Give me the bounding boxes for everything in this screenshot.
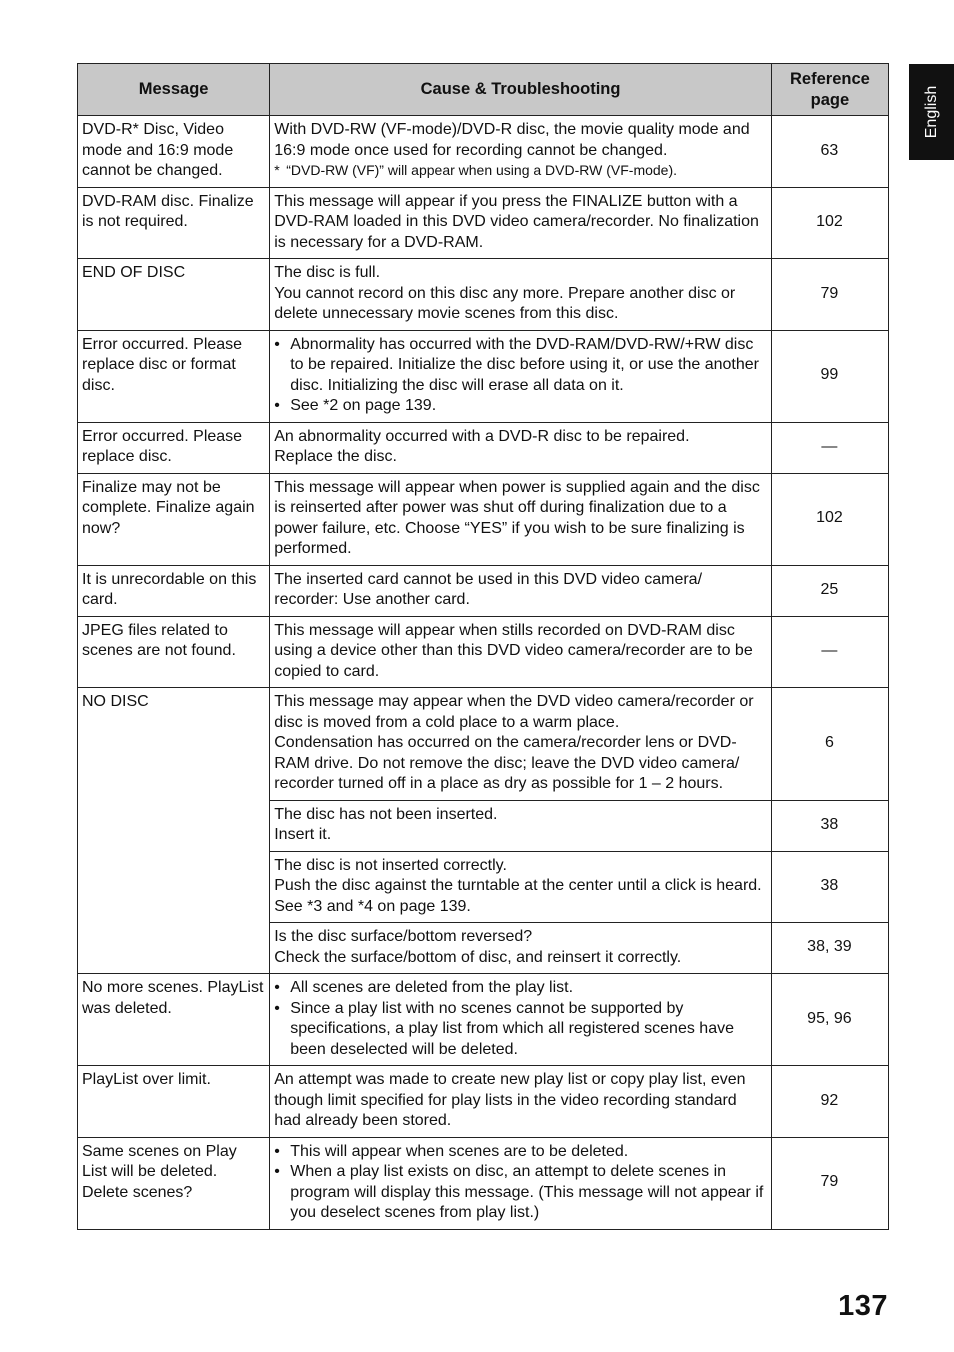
bullet-text: This will appear when scenes are to be deleted. [290, 1142, 629, 1160]
reference-cell: 99 [771, 330, 888, 422]
cause-cell [270, 974, 772, 1066]
bullet-item [274, 1162, 766, 1224]
cause-text: Condensation has occurred on the camera/recorder lens or DVD-RAM drive. Do not remove the disc; leave the DVD video camera/ recorder turned off in a place as dry as possible for 1 – 2 hours. [274, 734, 740, 792]
cause-text: Replace the disc. [274, 448, 397, 465]
cause-text: The disc has not been inserted. [274, 805, 498, 823]
bullet-item [274, 999, 766, 1061]
table-row [78, 422, 889, 473]
table-row [78, 187, 889, 259]
bullet-dot-icon: • [274, 979, 280, 996]
cause-text: The disc is not inserted correctly. [274, 856, 507, 874]
table-row [78, 473, 889, 565]
message-cell: END OF DISC [78, 259, 270, 331]
table-header-row [78, 64, 889, 116]
bullet-text: All scenes are deleted from the play list. [290, 979, 574, 996]
reference-cell: 102 [771, 187, 888, 259]
cause-cell [270, 1137, 772, 1229]
bullet-text: See *2 on page 139. [290, 397, 437, 414]
cause-cell [270, 1066, 772, 1138]
cause-text: An attempt was made to create new play list or copy play list, even though limit specified for play lists in the video recording standard had already been stored. [274, 1071, 746, 1129]
reference-cell: — [771, 616, 888, 688]
table-row [78, 259, 889, 331]
cause-cell [270, 116, 772, 188]
bullet-text: When a play list exists on disc, an attempt to delete scenes in program will display this message. (This message will not appear if you deselect scenes from play list.) [290, 1163, 764, 1221]
reference-cell: 95, 96 [771, 974, 888, 1066]
footnote-text: “DVD-RW (VF)” will appear when using a DVD-RW (VF-mode). [286, 162, 678, 178]
cause-text: The disc is full. [274, 264, 381, 281]
bullet-item [274, 978, 766, 999]
language-tab [909, 64, 954, 160]
page-number: 137 [838, 1290, 888, 1322]
cause-text: The inserted card cannot be used in this DVD video camera/ recorder: Use another card. [274, 570, 703, 608]
cause-cell [270, 800, 772, 851]
bullet-item [274, 396, 766, 417]
cause-cell [270, 688, 772, 801]
header-cause: Cause & Troubleshooting [270, 64, 772, 116]
message-cell: Error occurred. Please replace disc or format disc. [78, 330, 270, 422]
cause-text: See *3 and *4 on page 139. [274, 897, 471, 915]
message-cell: No more scenes. PlayList was deleted. [78, 974, 270, 1066]
table-row [78, 116, 889, 188]
cause-text: An abnormality occurred with a DVD-R disc to be repaired. [274, 427, 690, 445]
bullet-item [274, 335, 766, 397]
table-row [78, 616, 889, 688]
reference-cell: 79 [771, 259, 888, 331]
troubleshooting-table [77, 63, 889, 1230]
bullet-dot-icon: • [274, 335, 280, 353]
cause-cell [270, 616, 772, 688]
cause-text: You cannot record on this disc any more. Prepare another disc or delete unnecessary movie scenes from this disc. [274, 284, 736, 322]
table-row [78, 1137, 889, 1229]
message-cell: It is unrecordable on this card. [78, 565, 270, 616]
message-cell: NO DISC [78, 688, 270, 974]
reference-cell: 79 [771, 1137, 888, 1229]
bullet-item [274, 1142, 766, 1163]
cause-cell [270, 473, 772, 565]
cause-cell [270, 259, 772, 331]
cause-text: This message may appear when the DVD video camera/recorder or disc is moved from a cold place to a warm place. [274, 693, 754, 731]
cause-cell [270, 330, 772, 422]
message-cell: Finalize may not be complete. Finalize again now? [78, 473, 270, 565]
cause-cell [270, 851, 772, 923]
reference-cell: 25 [771, 565, 888, 616]
bullet-text: Since a play list with no scenes cannot be supported by specifications, a play list from which all registered scenes have been deselected will be deleted. [290, 999, 734, 1058]
cause-text: This message will appear if you press the FINALIZE button with a DVD-RAM loaded in this DVD video camera/recorder. No finalization is necessary for a DVD-RAM. [274, 192, 759, 251]
header-message: Message [78, 64, 270, 116]
cause-text: This message will appear when power is supplied again and the disc is reinserted after power was shut off during finalization due to a power failure, etc. Choose “YES” if you wish to be sure finalizing is performed. [274, 478, 760, 557]
cause-cell [270, 422, 772, 473]
message-cell: Same scenes on Play List will be deleted. Delete scenes? [78, 1137, 270, 1229]
table-row [78, 1066, 889, 1138]
table-row [78, 565, 889, 616]
bullet-dot-icon: • [274, 999, 280, 1017]
reference-cell: — [771, 422, 888, 473]
message-cell: DVD-R* Disc, Video mode and 16:9 mode cannot be changed. [78, 116, 270, 188]
cause-cell [270, 187, 772, 259]
reference-cell: 102 [771, 473, 888, 565]
table-row [78, 330, 889, 422]
reference-cell: 38 [771, 851, 888, 923]
bullet-text: Abnormality has occurred with the DVD-RAM/DVD-RW/+RW disc to be repaired. Initialize the disc before using it, or use the another disc. Initializing the disc will erase all data on it. [290, 335, 759, 394]
cause-text: Push the disc against the turntable at the center until a click is heard. [274, 877, 762, 894]
cause-text: With DVD-RW (VF-mode)/DVD-R disc, the movie quality mode and 16:9 mode once used for recording cannot be changed. [274, 121, 750, 159]
footnote [274, 161, 766, 180]
cause-cell [270, 923, 772, 974]
cause-text: This message will appear when stills recorded on DVD-RAM disc using a device other than this DVD video camera/recorder are to be copied to card. [274, 621, 753, 680]
footnote-mark: * [274, 162, 280, 178]
message-cell: JPEG files related to scenes are not found. [78, 616, 270, 688]
reference-cell: 63 [771, 116, 888, 188]
message-cell: PlayList over limit. [78, 1066, 270, 1138]
cause-cell [270, 565, 772, 616]
language-tab-label: English [922, 85, 940, 139]
reference-cell: 6 [771, 688, 888, 801]
bullet-dot-icon: • [274, 1163, 280, 1180]
table-body [78, 116, 889, 1230]
cause-text: Check the surface/bottom of disc, and reinsert it correctly. [274, 948, 682, 966]
cause-text: Insert it. [274, 826, 332, 843]
cause-text: Is the disc surface/bottom reversed? [274, 928, 533, 945]
table-row [78, 688, 889, 801]
message-cell: DVD-RAM disc. Finalize is not required. [78, 187, 270, 259]
bullet-dot-icon: • [274, 1142, 280, 1160]
header-reference: Reference page [771, 64, 888, 116]
bullet-dot-icon: • [274, 397, 280, 414]
message-cell: Error occurred. Please replace disc. [78, 422, 270, 473]
reference-cell: 38 [771, 800, 888, 851]
reference-cell: 92 [771, 1066, 888, 1138]
reference-cell: 38, 39 [771, 923, 888, 974]
table-row [78, 974, 889, 1066]
